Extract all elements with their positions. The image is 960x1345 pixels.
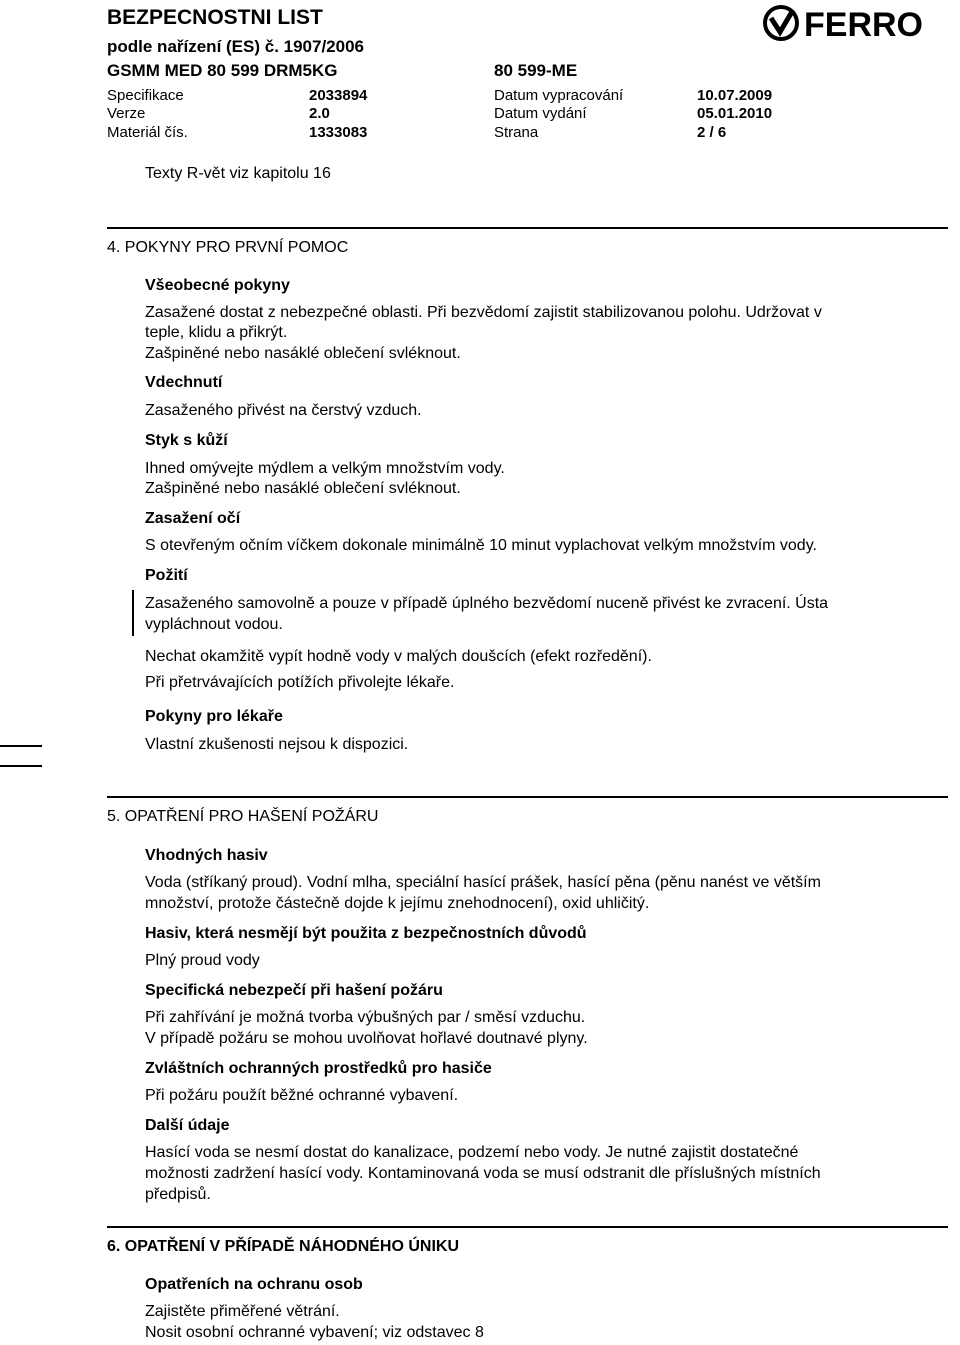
change-marker xyxy=(132,590,134,636)
margin-mark-1 xyxy=(0,745,42,747)
hazard-heading: Specifická nebezpečí při hašení požáru xyxy=(145,982,443,999)
section-6-title: 6. OPATŘENÍ V PŘÍPADĚ NÁHODNÉHO ÚNIKU xyxy=(107,1238,460,1255)
ingestion-text-3: Nechat okamžitě vypít hodně vody v malých doušcích (efekt rozředění). xyxy=(145,648,652,665)
persons-text-2: Nosit osobní ochranné vybavení; viz odstavec 8 xyxy=(145,1324,484,1341)
doctor-heading: Pokyny pro lékaře xyxy=(145,708,283,725)
further-heading: Další údaje xyxy=(145,1117,230,1134)
prepared-date-value: 10.07.2009 xyxy=(697,87,773,104)
protection-heading: Zvláštních ochranných prostředků pro hasiče xyxy=(145,1060,492,1077)
unsuitable-text: Plný proud vody xyxy=(145,952,260,969)
page-label: Strana xyxy=(494,124,539,141)
logo-text: FERRO xyxy=(804,6,923,42)
further-text-1: Hasící voda se nesmí dostat do kanalizace, podzemí nebo vody. Je nutné zajistit dostatečné xyxy=(145,1144,799,1161)
media-heading: Vhodných hasiv xyxy=(145,847,268,864)
general-text-3: Zašpiněné nebo nasáklé oblečení svléknout. xyxy=(145,345,461,362)
media-text-2: množství, protože částečně dojde k jejímu znehodnocení), oxid uhličitý. xyxy=(145,895,650,912)
section-5-rule xyxy=(107,796,948,798)
regulation-line: podle nařízení (ES) č. 1907/2006 xyxy=(107,37,365,56)
issue-date-value: 05.01.2010 xyxy=(697,105,773,122)
inhalation-text: Zasaženého přivést na čerstvý vzduch. xyxy=(145,402,422,419)
page-value: 2 / 6 xyxy=(697,124,727,141)
unsuitable-heading: Hasiv, která nesmějí být použita z bezpečnostních důvodů xyxy=(145,925,587,942)
persons-text-1: Zajistěte přiměřené větrání. xyxy=(145,1303,340,1320)
inhalation-heading: Vdechnutí xyxy=(145,374,223,391)
section-5-title: 5. OPATŘENÍ PRO HAŠENÍ POŽÁRU xyxy=(107,808,379,825)
hazard-text-1: Při zahřívání je možná tvorba výbušných par / směsí vzduchu. xyxy=(145,1009,586,1026)
product-code: 80 599-ME xyxy=(494,61,578,80)
skin-text-1: Ihned omývejte mýdlem a velkým množstvím vody. xyxy=(145,460,505,477)
issue-date-label: Datum vydání xyxy=(494,105,587,122)
ingestion-text-1: Zasaženého samovolně a pouze v případě úplného bezvědomí nuceně přivést ke zvracení. Ústa xyxy=(145,595,829,612)
material-label: Materiál čís. xyxy=(107,124,188,141)
further-text-3: předpisů. xyxy=(145,1186,211,1203)
skin-text-2: Zašpiněné nebo nasáklé oblečení svléknout. xyxy=(145,480,461,497)
spec-label: Specifikace xyxy=(107,87,184,104)
protection-text: Při požáru použít běžné ochranné vybavení. xyxy=(145,1087,459,1104)
version-value: 2.0 xyxy=(309,105,330,122)
margin-mark-2 xyxy=(0,765,42,767)
r-phrases-note: Texty R-vět viz kapitolu 16 xyxy=(145,165,331,182)
material-value: 1333083 xyxy=(309,124,368,141)
spec-value: 2033894 xyxy=(309,87,368,104)
general-heading: Všeobecné pokyny xyxy=(145,277,290,294)
hazard-text-2: V případě požáru se mohou uvolňovat hořlavé doutnavé plyny. xyxy=(145,1030,588,1047)
version-label: Verze xyxy=(107,105,146,122)
ferro-logo-mark xyxy=(762,4,948,42)
eye-heading: Zasažení očí xyxy=(145,510,241,527)
general-text-1: Zasažené dostat z nebezpečné oblasti. Při bezvědomí zajistit stabilizovanou polohu. Udržovat v xyxy=(145,304,822,321)
general-text-2: teple, klidu a přikrýt. xyxy=(145,324,288,341)
skin-heading: Styk s kůží xyxy=(145,432,228,449)
media-text-1: Voda (stříkaný proud). Vodní mlha, speciální hasící prášek, hasící pěna (pěnu nanést ve větším xyxy=(145,874,821,891)
persons-heading: Opatřeních na ochranu osob xyxy=(145,1276,363,1293)
ingestion-text-4: Při přetrvávajících potížích přivolejte lékaře. xyxy=(145,674,455,691)
ingestion-heading: Požití xyxy=(145,567,188,584)
ferro-logo xyxy=(762,4,948,42)
ingestion-text-2: vypláchnout vodou. xyxy=(145,616,283,633)
prepared-date-label: Datum vypracování xyxy=(494,87,624,104)
further-text-2: možnosti zadržení hasící vody. Kontaminovaná voda se musí odstranit dle příslušných místních xyxy=(145,1165,821,1182)
document-title: BEZPECNOSTNI LIST xyxy=(107,6,323,29)
eye-text: S otevřeným očním víčkem dokonale minimálně 10 minut vyplachovat velkým množstvím vody. xyxy=(145,537,817,554)
section-6-rule xyxy=(107,1226,948,1228)
doctor-text: Vlastní zkušenosti nejsou k dispozici. xyxy=(145,736,409,753)
product-name: GSMM MED 80 599 DRM5KG xyxy=(107,61,338,80)
section-4-rule xyxy=(107,227,948,229)
section-4-title: 4. POKYNY PRO PRVNÍ POMOC xyxy=(107,239,349,256)
